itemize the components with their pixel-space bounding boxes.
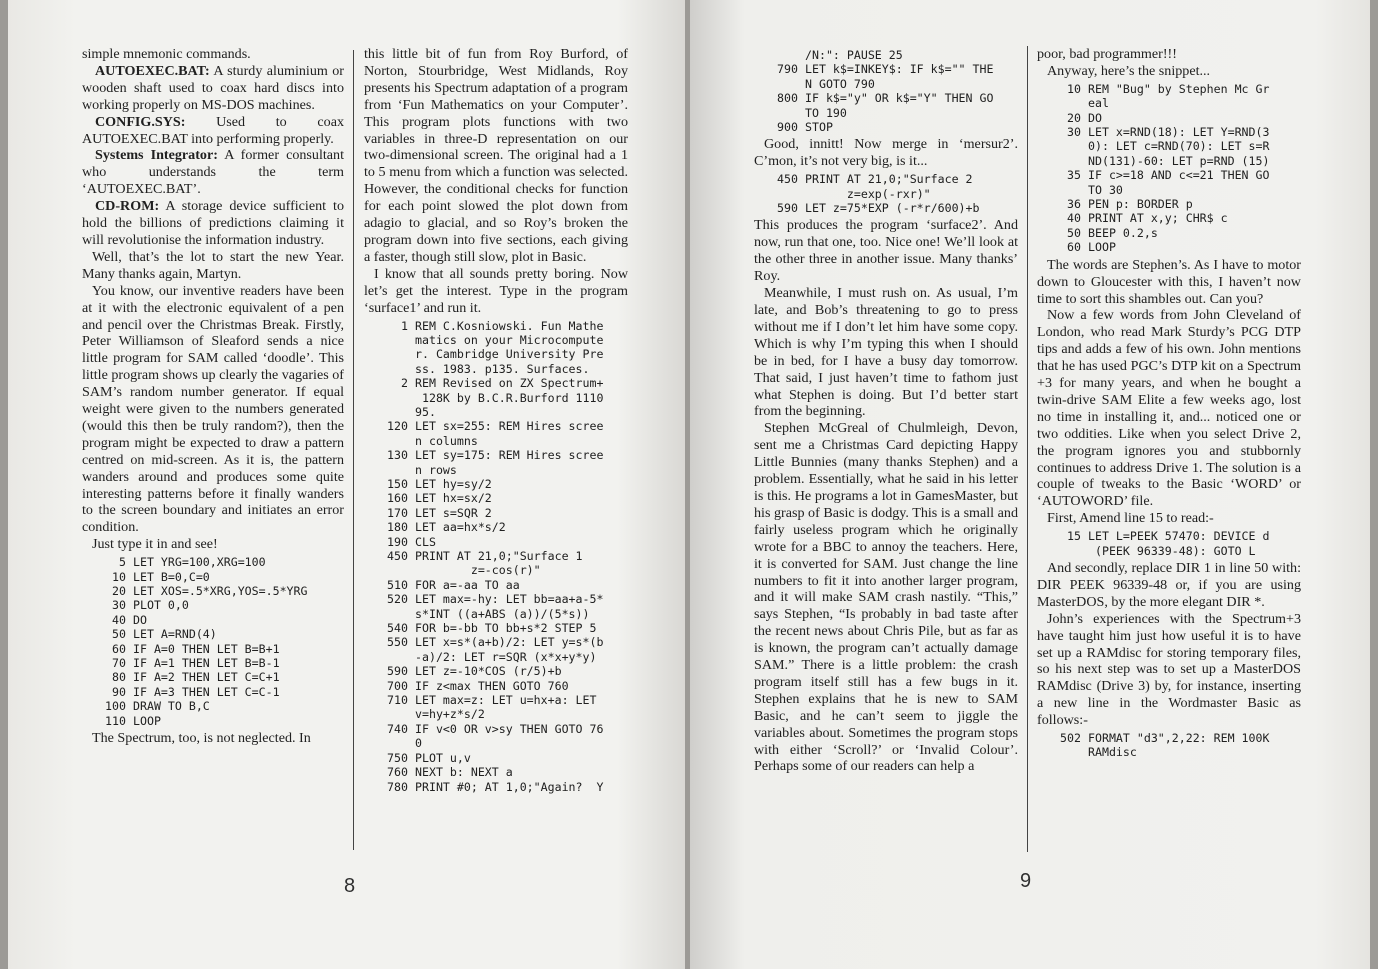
line-code: FOR a=-aa TO aa [415,577,520,592]
line-code: LET sx=255: REM Hires scree n columns [415,419,604,448]
line-number [754,48,805,62]
code-line [364,780,628,794]
paragraph: John’s experiences with the Spectrum+3 have taught him just how useful it is to have set up a RAMdisc for storing temporary files, so his next step was to set up a MasterDOS RAMdisc (Drive 3) by, for instance, inserting a new line in the Wordmaster Basic as follows:- [1037,610,1301,729]
line-number: 190 [387,534,408,549]
line-number: 710 [387,693,408,708]
line-code: IF A=2 THEN LET C=C+1 [133,670,280,685]
code-line [364,722,628,751]
code-line [754,91,1018,120]
code-listing [364,319,628,794]
code-line [364,506,628,520]
glossary-entry [82,114,344,148]
code-line [82,642,344,656]
code-line [1037,125,1301,168]
code-line [364,679,628,693]
line-code: PRINT AT 21,0;"Surface 1 z=-cos(r)" [415,549,583,578]
line-number: 80 [112,670,126,685]
line-number: 70 [112,656,126,671]
line-code: IF A=1 THEN LET B=B-1 [133,656,280,671]
line-code: LET max=-hy: LET bb=aa+a-5* s*INT ((a+ABS (a))/(5*s)) [415,592,604,621]
code-line [364,419,628,448]
line-number: 60 [112,641,126,656]
line-code: IF c>=18 AND c<=21 THEN GO TO 30 [1088,168,1270,197]
column-divider [1027,46,1028,852]
left-page-column-1 [82,46,344,747]
line-code: IF k$="y" OR k$="Y" THEN GO TO 190 [805,91,994,120]
line-number: 170 [387,505,408,520]
line-code: LET L=PEEK 57470: DEVICE d (PEEK 96339-48): GOTO L [1088,529,1270,558]
code-line [364,693,628,722]
glossary-term: CD-ROM: [95,198,160,215]
paragraph: Just type it in and see! [92,536,218,553]
line-code: REM C.Kosniowski. Fun Mathe matics on your Microcompute r. Cambridge University Pre ss. 1983. p135. Surfaces. [415,318,604,376]
line-number: 760 [387,765,408,780]
line-number: 110 [105,713,126,728]
line-number: 550 [387,635,408,650]
right-page [690,0,1370,969]
line-number: 740 [387,721,408,736]
glossary-definition: A sturdy aluminium or wooden shaft used to coax hard discs into working properly on MS-DOS machines. [82,62,344,113]
code-line [1037,197,1301,211]
line-code: LET hx=sx/2 [415,491,492,506]
line-code: IF A=0 THEN LET B=B+1 [133,641,280,656]
line-code: LET sy=175: REM Hires scree n rows [415,448,604,477]
code-line [364,549,628,578]
paragraph: You know, our inventive readers have been at it with the electronic equivalent of a pen and pencil over the Christmas Break. Firstly, Peter Williamson of Sleaford sends a nice little program for SAM called ‘doodle’. This little program shows up clearly the vagaries of SAM’s random number generator. If equal weight were given to the numbers generated (would this then be truly random?), then the program might be expected to draw a pattern centred on mid-screen. As it is, the pattern wanders around and produces some quite interesting patterns before it finally wanders to the screen boundary and initiates an error condition. [82,282,344,536]
line-code: LET YRG=100,XRG=100 [133,555,266,570]
code-listing [82,555,344,728]
paragraph: poor, bad programmer!!! [1037,46,1177,62]
line-number: 40 [1067,211,1081,226]
line-code: DRAW TO B,C [133,699,210,714]
line-code: LOOP [133,713,161,728]
code-line [364,491,628,505]
code-line [82,584,344,598]
paragraph: Meanwhile, I must rush on. As usual, I’m late, and Bob’s threatening to go to press without me if I don’t let him have some copy. Which is why I’m typing this when I should be in bed, for I have a busy day tomorrow. That said, I just haven’t time to fathom just what Stephen is doing. But I’d better start from the beginning. [754,285,1018,420]
line-number: 10 [112,569,126,584]
line-code: REM "Bug" by Stephen Mc Gr eal [1088,81,1270,111]
glossary-definition: A former consultant who understands the term ‘AUTOEXEC.BAT’. [82,147,344,198]
paragraph: This produces the program ‘surface2’. And now, run that one, too. Nice one! We’ll look at the other three in another issue. Many thanks’ Roy. [754,217,1018,285]
code-line [82,656,344,670]
code-line [364,319,628,377]
line-number: 35 [1067,168,1081,183]
line-number: 20 [112,584,126,598]
code-line [754,48,1018,62]
line-number: 15 [1067,529,1081,544]
code-line [754,201,1018,215]
line-code: LET k$=INKEY$: IF k$="" THE N GOTO 790 [805,62,994,91]
glossary-term: CONFIG.SYS: [95,113,186,130]
line-number: 40 [112,612,126,627]
code-line [364,592,628,621]
line-code: LOOP [1088,240,1116,255]
code-line [364,376,628,419]
line-code: PRINT #0; AT 1,0;"Again? Y [415,779,604,794]
line-code: LET A=RND(4) [133,627,217,642]
line-number: 60 [1067,240,1081,255]
right-page-column-1 [754,46,1018,775]
line-code: LET x=RND(18): LET Y=RND(3 0): LET c=RND(70): LET s=R ND(131)-60: LET p=RND (15) [1088,125,1270,168]
line-number: 10 [1067,81,1081,96]
line-code: NEXT b: NEXT a [415,765,513,780]
code-line [82,670,344,684]
glossary-entry [82,147,344,198]
line-code: PEN p: BORDER p [1088,197,1193,212]
line-number: 130 [387,448,408,463]
line-code: PRINT AT 21,0;"Surface 2 z=exp(-rxr)" [805,172,973,201]
line-code: DO [1088,110,1102,125]
glossary-definition: A storage device sufficient to hold the billions of predictions claiming it will revolutionise the information industry. [82,198,344,248]
line-number: 30 [112,598,126,613]
line-code: LET s=SQR 2 [415,505,492,520]
code-line [754,120,1018,134]
code-line [82,699,344,713]
line-code: IF A=3 THEN LET C=C-1 [133,684,280,699]
line-code: IF v<0 OR v>sy THEN GOTO 76 0 [415,721,604,751]
line-number: 750 [387,750,408,765]
code-line [82,714,344,728]
line-number: 2 [401,376,408,391]
line-number: 540 [387,621,408,636]
code-line [754,62,1018,91]
line-number: 120 [387,419,408,434]
glossary-definition: Used to coax AUTOEXEC.BAT into performing properly. [82,113,344,147]
line-number: 700 [387,678,408,693]
line-code: REM Revised on ZX Spectrum+ 128K by B.C.R.Burford 1110 95. [415,376,604,419]
line-number: 100 [105,699,126,714]
paragraph: First, Amend line 15 to read:- [1047,510,1214,527]
code-line [82,613,344,627]
code-listing [1037,82,1301,255]
line-code: /N:": PAUSE 25 [805,48,903,62]
line-code: PLOT 0,0 [133,598,189,613]
code-line [1037,82,1301,111]
page-number: 8 [344,875,356,897]
line-number: 90 [112,684,126,699]
line-number: 450 [777,172,798,187]
paragraph: Well, that’s the lot to start the new Year. Many thanks again, Martyn. [82,248,344,282]
line-number: 450 [387,549,408,563]
code-line [364,765,628,779]
paragraph: Stephen McGreal of Chulmleigh, Devon, sent me a Christmas Card depicting Happy Little Bunnies (many thanks Stephen) and a problem. Essentially, what he said in his letter is this. He programs a lot in GamesMaster, but his grasp of Basic is dodgy. This is a small and fairly useless program which he originally wrote for a BBC to annoy the teachers. Here, it is converted for SAM. Just change the line numbers to fit it into another larger program, and it will make SAM crash nastily. “This,” says Stephen, “Is probably in bad taste after the recent news about Chris Pile, but as far as is known, the program can’t actually damage SAM.” There is a little problem: the crash program itself still has a few bugs in it. Stephen explains that he is new to SAM Basic, and he can’t seem to jiggle the variables about. Sometimes the program stops with either ‘Scroll?’ or ‘Invalid Colour’. Perhaps some of our readers can help a [754,420,1018,775]
line-number: 1 [401,318,408,333]
code-line [1037,211,1301,225]
code-line [364,664,628,678]
code-line [364,535,628,549]
code-line [364,621,628,635]
left-page-column-2 [364,46,628,796]
glossary-term: Systems Integrator: [95,147,218,164]
paragraph: Good, innitt! Now merge in ‘mersur2’. C’mon, it’s not very big, is it... [754,136,1018,170]
column-divider [353,50,354,850]
line-number: 590 [387,664,408,679]
line-number: 502 [1060,731,1081,746]
code-listing [1037,731,1301,760]
line-number: 590 [777,201,798,216]
line-number: 510 [387,577,408,592]
line-code: LET B=0,C=0 [133,569,210,584]
line-number: 520 [387,592,408,607]
glossary-term: AUTOEXEC.BAT: [95,62,210,79]
code-line [1037,111,1301,125]
code-listing [754,48,1018,134]
paragraph: this little bit of fun from Roy Burford, of Norton, Stourbridge, West Midlands, Roy presents his Spectrum adaptation of a program from ‘Fun Mathematics on your Computer’. This program plots functions with two variables in three-D representation on our two-dimensional screen. The original had a 1 to 5 menu from which a function was selected. However, the conditional checks for function for each point slowed the plot down from adagio to glacial, and so Roy’s broken the program down into five sections, each giving a faster, though still slow, plot in Basic. [364,46,628,265]
line-number: 780 [387,779,408,794]
line-number: 150 [387,476,408,491]
code-listing [1037,529,1301,558]
line-number: 160 [387,491,408,506]
line-code: STOP [805,120,833,135]
code-line [364,578,628,592]
code-line [364,635,628,664]
paragraph: The Spectrum, too, is not neglected. In [92,730,311,747]
line-code: PLOT u,v [415,750,471,765]
paragraph: Now a few words from John Cleveland of London, who read Mark Sturdy’s PCG DTP tips and adds a few of his own. John mentions that he has used PGC’s DTP kit on a Spectrum +3 for many years, and when he bought a twin-drive SAM Elite a few weeks ago, lost no time in installing it, and... noticed one or two oddities. Like when you select Drive 2, the program ignores you and stubbornly continues to address Drive 1. The solution is a couple of tweaks to the Basic ‘WORD’ or ‘AUTOWORD’ file. [1037,307,1301,510]
line-code: CLS [415,534,436,549]
line-code: LET XOS=.5*XRG,YOS=.5*YRG [133,584,308,598]
line-code: LET z=75*EXP (-r*r/600)+b [805,201,980,216]
code-line [82,555,344,569]
line-number: 800 [777,91,798,106]
code-line [1037,240,1301,254]
code-line [364,448,628,477]
right-page-column-2 [1037,46,1301,762]
line-number: 50 [1067,225,1081,240]
code-line [1037,529,1301,558]
left-page [8,0,685,969]
line-number: 900 [777,120,798,135]
line-code: DO [133,612,147,627]
line-code: LET max=z: LET u=hx+a: LET v=hy+z*s/2 [415,693,597,722]
line-number: 790 [777,62,798,77]
paragraph: simple mnemonic commands. [82,46,251,62]
line-number: 5 [119,555,126,570]
line-code: LET aa=hx*s/2 [415,520,506,535]
line-number: 30 [1067,125,1081,140]
line-code: FOR b=-bb TO bb+s*2 STEP 5 [415,621,597,636]
line-code: PRINT AT x,y; CHR$ c [1088,211,1228,226]
code-line [364,751,628,765]
line-code: LET x=s*(a+b)/2: LET y=s*(b -a)/2: LET r=SQR (x*x+y*y) [415,635,604,664]
page-number: 9 [1020,870,1032,892]
paragraph: The words are Stephen’s. As I have to motor down to Gloucester with this, I haven’t now time to sort this shambles out. Can you? [1037,256,1301,307]
code-line [364,520,628,534]
code-line [754,172,1018,201]
line-number: 36 [1067,197,1081,212]
line-code: IF z<max THEN GOTO 760 [415,678,569,693]
paragraph: And secondly, replace DIR 1 in line 50 with: DIR PEEK 96339-48 or, if you are using MasterDOS, by the more elegant DIR *. [1037,560,1301,610]
line-code: LET hy=sy/2 [415,476,492,491]
code-line [82,685,344,699]
glossary-entry [82,63,344,114]
paragraph: I know that all sounds pretty boring. Now let’s get the interest. Type in the program ‘surface1’ and run it. [364,265,628,316]
line-code: LET z=-10*COS (r/5)+b [415,664,562,679]
code-line [1037,168,1301,197]
paragraph: Anyway, here’s the snippet... [1047,62,1211,79]
code-line [82,627,344,641]
line-code: BEEP 0.2,s [1088,225,1158,240]
line-number: 180 [387,520,408,535]
line-number: 50 [112,627,126,642]
code-listing [754,172,1018,215]
code-line [82,598,344,612]
code-line [1037,731,1301,760]
line-number: 20 [1067,110,1081,125]
code-line [364,477,628,491]
code-line [82,570,344,584]
line-code: FORMAT "d3",2,22: REM 100K RAMdisc [1088,731,1270,760]
code-line [1037,226,1301,240]
glossary-entry [82,198,344,249]
